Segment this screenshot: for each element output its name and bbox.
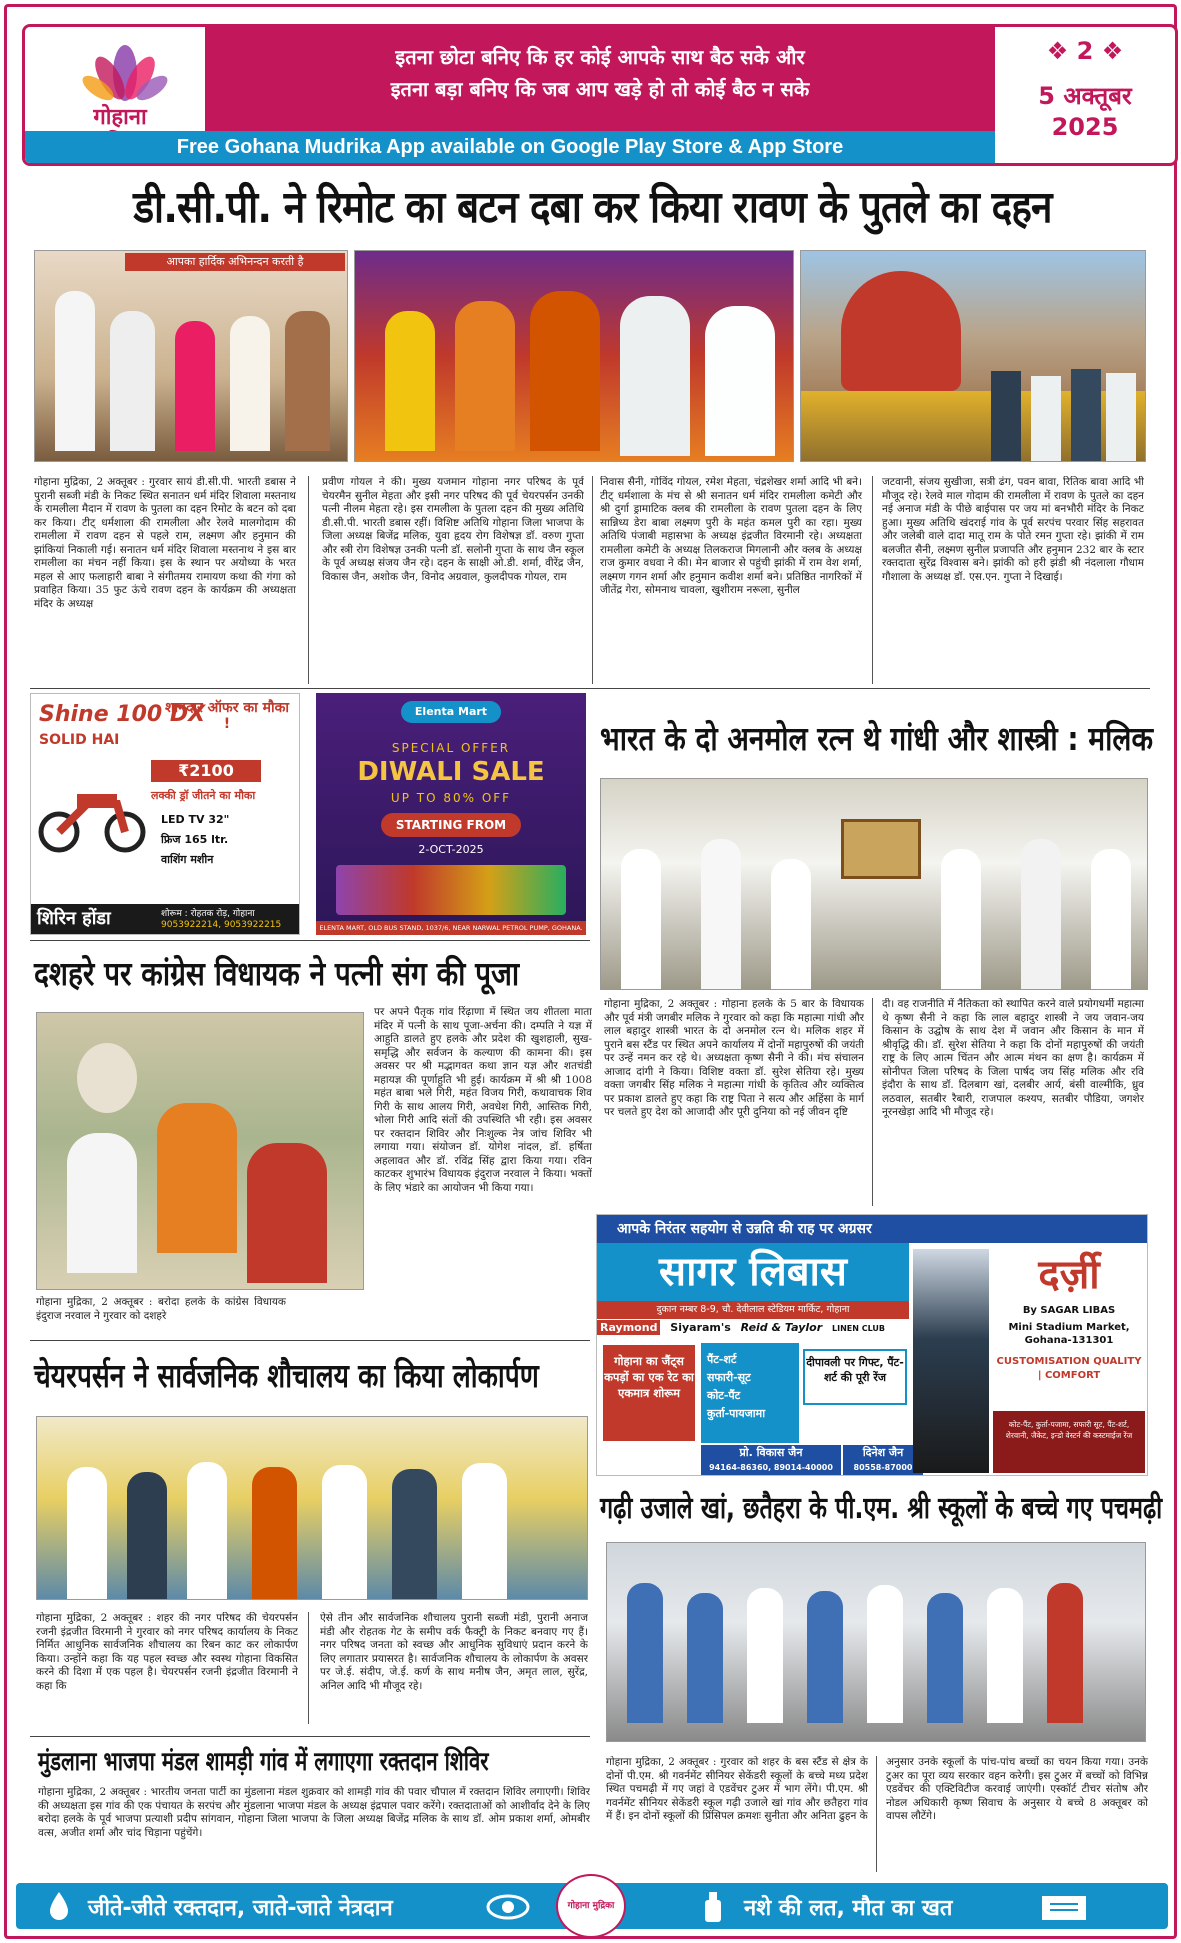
ad-sagar-eng-address: Mini Stadium Market, Gohana-131301	[1008, 1322, 1130, 1346]
gift-boxes-icon	[336, 865, 566, 915]
ad-sagar-tagline: CUSTOMISATION QUALITY | COMFORT	[996, 1356, 1142, 1381]
photo-banner: आपका हार्दिक अभिनन्दन करती है	[125, 253, 345, 271]
school-col-2: अनुसार उनके स्कूलों के पांच-पांच बच्चों का चयन किया गया। उनके टुअर का पूरा व्यय सरकार वहन करेगी। इस टुअर में बच्चों को विभिन्न एडवेंचर की एक्टिविटीज करवाई जाएंगी। एस्कॉर्ट टीचर संतोष और नोडल अधिकारी कृष्ण सिवाच के अनुसार ये बच्चे 8 अक्तूबर को वापस लौटेंगे।	[886, 1756, 1148, 1822]
shauchalay-col-1: गोहाना मुद्रिका, 2 अक्तूबर : शहर की नगर परिषद की चेयरपर्सन रजनी इंद्रजीत विरमानी ने गुरवार को नगर परिषद कार्यालय के निकट निर्मित आधुनिक सार्वजनिक शौचालय का रिबन काट कर लोकार्पण किया। उन्होंने कहा कि यह पहल स्वच्छ और स्वस्थ गोहाना विकसित करने की दिशा में एक पहल है। चेयरपर्सन रजनी इंद्रजीत विरमानी ने कहा कि	[36, 1612, 298, 1692]
school-headline: गढ़ी उजाले खां, छतैहरा के पी.एम. श्री स्कूलों के बच्चे गए पचमढ़ी	[600, 1491, 1163, 1526]
ad-sagar-left-box: गोहाना का जैंट्स कपड़ों का एक रेट का एकमात्र शोरूम	[601, 1343, 697, 1443]
gandhi-headline: भारत के दो अनमोल रत्न थे गांधी और शास्त्री : मलिक	[600, 719, 1153, 758]
ad-shine-brand: Shine 100 DX	[39, 702, 206, 727]
blood-drop-icon	[48, 1890, 70, 1922]
lotus-icon	[80, 33, 170, 103]
ad-sagar-item-4: कुर्ता-पायजामा	[707, 1407, 766, 1420]
ad-shine-dealer: शिरिन होंडा	[37, 908, 111, 929]
ad-shine-address: शोरूम : रोहतक रोड़, गोहाना	[161, 909, 255, 919]
ad-diwali-date: 2-OCT-2025	[418, 843, 484, 856]
logo-line1: गोहाना	[93, 105, 147, 130]
date-line1: 5 अक्तूबर	[1038, 82, 1132, 110]
lead-photo-1	[34, 250, 348, 462]
ad-sagar-item-1: पैंट-शर्ट	[707, 1353, 737, 1366]
ad-shine-tag: SOLID HAI	[39, 732, 120, 748]
footer-left-slogan: जीते-जीते रक्तदान, जाते-जाते नेत्रदान	[88, 1896, 393, 1921]
lead-col-3: निवास सैनी, गोविंद गोयल, रमेश मेहता, चंद्रशेखर शर्मा आदि भी बने। टीट्‌ धर्मशाला के मंच से श्री सनातन धर्म मंदिर रामलीला कमेटी और श्री दुर्गा ड्रामाटिक क्लब की रामलीला के रावण पुतला दहन के लिए सान्निध्य डेरा बाबा लक्ष्मण पुरी के महंत कमल पुरी का रहा। मुख्य अतिथि पंजाबी महासभा के अध्यक्ष इंद्रजीत विरमानी रहे। अध्यक्षता रामलीला कमेटी के अध्यक्ष तिलकराज मिगलानी और क्लब के अध्यक्ष राज कुमार वधवा ने की। मेन बाजार से पहुंची झांकी में राम वेश शर्मा, लक्ष्मण गगन शर्मा और हनुमान कवीश शर्मा बने। प्रतिष्ठित नागरिकों में जीतेंद्र गेरा, सोमनाथ चावला, खुशीराम नरूला, सुनील	[600, 476, 862, 596]
model-figure	[913, 1249, 989, 1473]
shauchalay-photo	[36, 1416, 588, 1600]
brand-reid-taylor: Reid & Taylor	[740, 1321, 823, 1334]
ad-sagar-by: By SAGAR LIBAS	[1022, 1305, 1116, 1316]
ad-sagar-contact1: प्रो. विकास जैन	[739, 1446, 803, 1459]
school-col-1: गोहाना मुद्रिका, 2 अक्तूबर : गुरवार को शहर के बस स्टैंड से क्षेत्र के दोनों पी.एम. श्री गवर्नमेंट सीनियर सेकेंडरी स्कूलों के बच्चे मध्य प्रदेश स्थित पचमढ़ी में गए जहां वे एडवेंचर टुअर में भाग लेंगे। पी.एम. श्री गवर्नमेंट सीनियर सेकेंडरी स्कूल गढ़ी उजाले खां गांव और छतैहरा गांव में हैं। इन दोनों स्कूलों की प्रिंसिपल क्रमशः सुनीता और अनिता ढुहन के	[606, 1756, 868, 1822]
quote-line2: इतना बड़ा बनिए कि जब आप खड़े हो तो कोई बैठ न सके	[390, 77, 810, 101]
eye-icon	[486, 1894, 530, 1920]
ad-shine-price: ₹2100	[151, 760, 261, 782]
brand-raymond: Raymond	[597, 1320, 660, 1335]
page-number: ❖ 2 ❖	[1046, 37, 1124, 65]
motorcycle-icon	[37, 764, 147, 854]
ad-shine-prize-3: वाशिंग मशीन	[161, 853, 214, 866]
ad-sagar-item-2: सफारी-सूट	[707, 1371, 751, 1384]
ad-shine-prize-2: फ्रिज 165 ltr.	[161, 833, 229, 846]
brand-linen-club: LINEN CLUB	[832, 1324, 885, 1333]
ad-shine-prize-1: LED TV 32"	[161, 813, 230, 826]
letter-icon	[1040, 1894, 1088, 1922]
puja-caption: गोहाना मुद्रिका, 2 अक्तूबर : बरोदा हलके के कांग्रेस विधायक इंदुराज नरवाल ने गुरवार को दशहरे	[36, 1296, 286, 1322]
ad-sagar-libas[interactable]	[596, 1214, 1148, 1476]
ad-diwali-store: Elenta Mart	[401, 701, 501, 723]
raktdan-body: गोहाना मुद्रिका, 2 अक्तूबर : भारतीय जनता पार्टी का मुंडलाना मंडल शुक्रवार को शामड़ी गांव की पवार चौपाल में रक्तदान शिविर लगाएगी। शिविर की अध्यक्षता इस गांव की एक पंचायत के सरपंच और मुंडलाना भाजपा मंडल के अध्यक्ष इंद्रपाल पवार करेंगे। रक्तदाताओं को आशीर्वाद देने के लिए बरोदा हलके के पूर्व भाजपा प्रत्याशी प्रदीप सांगवान, गोहाना जिला भाजपा के जिला अध्यक्ष बिजेंद्र मलिक के साथ डॉ. ओम प्रकाश शर्मा, ओमबीर वत्स, अजीत शर्मा और चांद चिड़ाना पहुंचेंगे।	[38, 1786, 590, 1839]
shauchalay-headline: चेयरपर्सन ने सार्वजनिक शौचालय का किया लोकार्पण	[34, 1356, 539, 1395]
ad-diwali-starting: STARTING FROM	[381, 813, 521, 837]
ad-sagar-address: दुकान नम्बर 8-9, चौ. देवीलाल स्टेडियम मार्किट, गोहाना	[597, 1301, 909, 1319]
ad-shine[interactable]	[30, 693, 300, 935]
quote-line1: इतना छोटा बनिए कि हर कोई आपके साथ बैठ सके और	[395, 45, 805, 69]
masthead	[22, 24, 1178, 166]
footer-logo-text: गोहाना मुद्रिका	[567, 1901, 615, 1911]
gandhi-photo	[600, 778, 1148, 990]
lead-photo-2	[354, 250, 794, 462]
bottle-icon	[700, 1890, 726, 1924]
lead-col-1: गोहाना मुद्रिका, 2 अक्तूबर : गुरवार सायं डी.सी.पी. भारती डबास ने पुरानी सब्जी मंडी के निकट स्थित सनातन धर्म मंदिर शिवाला मस्तनाथ के रामलीला मैदान में रावण के पुतला का दहन रिमोट के बटन को दबा कर किया। टीट्‌ धर्मशाला की रामलीला और रेलवे मालगोदाम की रामलीला में रावण दहन से पहले राम, लक्ष्मण और हनुमान की झांकियां निकाली गई। सनातन धर्म मंदिर शिवाला मस्तनाथ ने इस बार रामलीला का मंचन नहीं किया। इस के स्थान पर अयोध्या के भरत महल से आए फलाहारी बाबा ने संगीतमय रामायण कथा की गंगा को प्रवाहित किया। 35 फुट ऊंचे रावण दहन के कार्यक्रम की अध्यक्षता मंदिर के अध्यक्ष	[34, 476, 296, 610]
ad-sagar-brand: दर्ज़ी	[1038, 1252, 1100, 1298]
footer-right-slogan: नशे की लत, मौत का खत	[744, 1896, 953, 1921]
ad-shine-phone: 9053922214, 9053922215	[161, 920, 282, 930]
ad-sagar-phone1: 94164-86360, 89014-40000	[709, 1463, 833, 1472]
puja-col: पर अपने पैतृक गांव रिंढ़ाणा में स्थित जय शीतला माता मंदिर में पत्नी के साथ पूजा-अर्चना की। दम्पति ने यज्ञ में आहुति डालते हुए हलके और प्रदेश की खुशहाली, सुख-समृद्धि और सर्वजन के कल्याण की कामना की। इस अवसर पर श्री मद्भागवत कथा ज्ञान यज्ञ और शतचंडी महायज्ञ की पूर्णाहुति भी हुई। कार्यक्रम में श्री श्री 1008 महंत बाबा भले गिरी, महंत विजय गिरी, कथावाचक शिव गिरी के साथ आलय गिरी, अवधेश गिरी, आस्तिक गिरी, भोला गिरी आदि संतों की उपस्थिति भी रही। इस अवसर पर रक्तदान शिविर और निःशुल्क नेत्र जांच शिविर भी लगाया गया। संयोजन डॉ. योगेश नांदल, डॉ. हर्षिता अहलावत और डॉ. रविंद्र सिंह द्वारा किया गया। रविन काटकर शुभारंभ विधायक इंदुराज नरवाल ने किया। भक्तों के लिए भंडारे का आयोजन भी किया गया।	[374, 1006, 592, 1194]
ad-sagar-phone2: 80558-87000	[853, 1463, 913, 1472]
footer-logo	[556, 1874, 626, 1938]
school-photo	[606, 1542, 1146, 1742]
ad-diwali-title: DIWALI SALE	[357, 757, 545, 787]
shauchalay-col-2: ऐसे तीन और सार्वजनिक शौचालय पुरानी सब्जी मंडी, पुरानी अनाज मंडी और रोहतक गेट के समीप वर्क फैक्ट्री के निकट बनवाए गए हैं। नगर परिषद जनता को स्वच्छ और आधुनिक सुविधाएं प्रदान करने के लिए लगातार प्रयासरत है। सार्वजनिक शौचालय के लोकार्पण के अवसर पर जे.ई. संदीप, जे.ई. कर्ण के साथ मनीष जैन, अमृत लाल, सुरेंद्र, अनिल आदि भी मौजूद रहे।	[320, 1612, 588, 1692]
ad-sagar-diwali-box: दीपावली पर गिफ्ट, पैंट-शर्ट की पूरी रेंज	[803, 1349, 907, 1405]
ad-sagar-contact2: दिनेश जैन	[862, 1446, 904, 1459]
lead-col-4: जटवानी, संजय सुखीजा, सत्री ढंग, पवन बावा, रितिक बावा आदि भी मौजूद रहे। रेलवे माल गोदाम की रामलीला में रावण के पुतले का दहन नई अनाज मंडी के पीछे बाईपास पर जय मां बनभौरी मंदिर के निकट हुआ। मुख्य अतिथि खंदराई गांव के पूर्व सरपंच परवार सिंह सहरावत और जलेबी वाले दादा मातू राम के पोते रमन गुप्ता रहे। झांकी में राम बलजीत सैनी, लक्ष्मण सुनील प्रजापति और हनुमान 232 बार के स्टार रक्तदाता सुरेंद्र विश्वास बने। झांकी को हरी झंडी श्री नंदलाला गौधाम गौशाला के अध्यक्ष डॉ. एस.एन. गुप्ता ने दिखाई।	[882, 476, 1144, 583]
lead-headline: डी.सी.पी. ने रिमोट का बटन दबा कर किया रावण के पुतले का दहन	[133, 182, 1052, 233]
ad-diwali-special: SPECIAL OFFER	[391, 741, 511, 755]
lead-col-2: प्रवीण गोयल ने की। मुख्य यजमान गोहाना नगर परिषद के पूर्व चेयरमैन सुनील मेहता और इसी नगर परिषद की पूर्व चेयरपर्सन उनकी पत्नी नीलम मेहता रहे। इस रामलीला के पुतला दहन की मुख्य अतिथि डी.सी.पी. भारती डबास रहीं। विशिष्ट अतिथि गोहाना जिला भाजपा के जिला अध्यक्ष बिजेंद्र मलिक, युवा हृदय रोग विशेषज्ञ डॉ. वरुण गुप्ता और स्त्री रोग विशेषज्ञ उनकी पत्नी डॉ. सलोनी गुप्ता के साथ जैन स्कूल के पूर्व अध्यक्ष संजय जैन रहे। दहन के साक्षी ओ.डी. शर्मा, वीरेंद्र जैन, विकास जैन, अशोक जैन, विनोद अग्रवाल, कुलदीपक गोयल, राम	[322, 476, 584, 583]
app-availability[interactable]: Free Gohana Mudrika App available on Google Play Store & App Store	[176, 136, 844, 158]
lead-photo-3	[800, 250, 1146, 462]
gandhi-col-2: दी। वह राजनीति में नैतिकता को स्थापित करने वाले प्रयोगधर्मी महात्मा थे कृष्ण सैनी ने कहा कि लाल बहादुर शास्त्री ने जय जवान-जय किसान के उद्घोष के साथ देश में जवान और किसान के मान में श्रीवृद्धि की। डॉ. सुरेश सेतिया ने कहा कि दोनों महापुरुषों की जयंती राष्ट्र के लिए आत्म चिंतन और आत्म मंथन का क्षण है। कार्यक्रम में सोनीपत जिला परिषद के जिला पार्षद जय सिंह मलिक और रवि इंदौरा के साथ डॉ. दिलबाग खां, दलबीर आर्य, बंसी वाल्मीकि, ध्रुव लठवाल, सतबीर रैबारी, राजपाल कश्यप, सतबीर पौडिया, जगशेर नूरनखेड़ा आदि भी मौजूद रहे।	[882, 998, 1144, 1118]
raktdan-headline: मुंडलाना भाजपा मंडल शामड़ी गांव में लगाएगा रक्तदान शिविर	[38, 1747, 489, 1777]
gandhi-col-1: गोहाना मुद्रिका, 2 अक्तूबर : गोहाना हलके के 5 बार के विधायक और पूर्व मंत्री जगबीर मलिक ने गुरवार को कहा कि महात्मा गांधी और लाल बहादुर शास्त्री भारत के दो अनमोल रत्न थे। मलिक शहर में पुराने बस स्टैंड पर स्थित अपने कार्यालय में दोनों महापुरुषों की जयंती पर उन्हें नमन कर रहे थे। अध्यक्षता कृष्ण सैनी ने की। मंच संचालन आजाद दांगी ने किया। विशिष्ट वक्ता डॉ. सुरेश सेतिया रहे। मुख्य वक्ता जगबीर सिंह मलिक ने महात्मा गांधी के कृतित्व और व्यक्तित्व पर प्रकाश डालते हुए कहा कि राष्ट्र पिता ने सत्य और अहिंसा के मार्ग पर चलते हुए देश को आजादी और पूरी दुनिया को नई जीवन दृष्टि	[604, 998, 864, 1118]
puja-photo	[36, 1012, 364, 1290]
date-line2: 2025	[1051, 113, 1119, 141]
ad-diwali-sale[interactable]	[316, 693, 586, 935]
ad-sagar-services: कोट-पैंट, कुर्ता-पजामा, सफारी सूट, पैंट-शर्ट, शेरवानी, जैकेट, इन्डो वेस्टर्न की कस्टमाईज रेंज	[993, 1411, 1145, 1473]
ad-shine-offer: शानदार ऑफर का मौका !	[165, 700, 289, 732]
ad-shine-gift: लक्की ड्रॉ जीतने का मौका	[151, 789, 256, 802]
ad-diwali-address: ELENTA MART, OLD BUS STAND, 1037/6, NEAR NARWAL PETROL PUMP, GOHANA.	[316, 921, 586, 935]
ad-sagar-title: सागर लिबास	[597, 1243, 909, 1301]
brand-siyarams: Siyaram's	[670, 1321, 731, 1334]
ad-diwali-discount: UP TO 80% OFF	[390, 791, 512, 805]
ad-sagar-banner: आपके निरंतर सहयोग से उन्नति की राह पर अग्रसर	[597, 1215, 1148, 1243]
ad-sagar-item-3: कोट-पैंट	[707, 1389, 741, 1402]
puja-headline: दशहरे पर कांग्रेस विधायक ने पत्नी संग की पूजा	[34, 954, 520, 993]
